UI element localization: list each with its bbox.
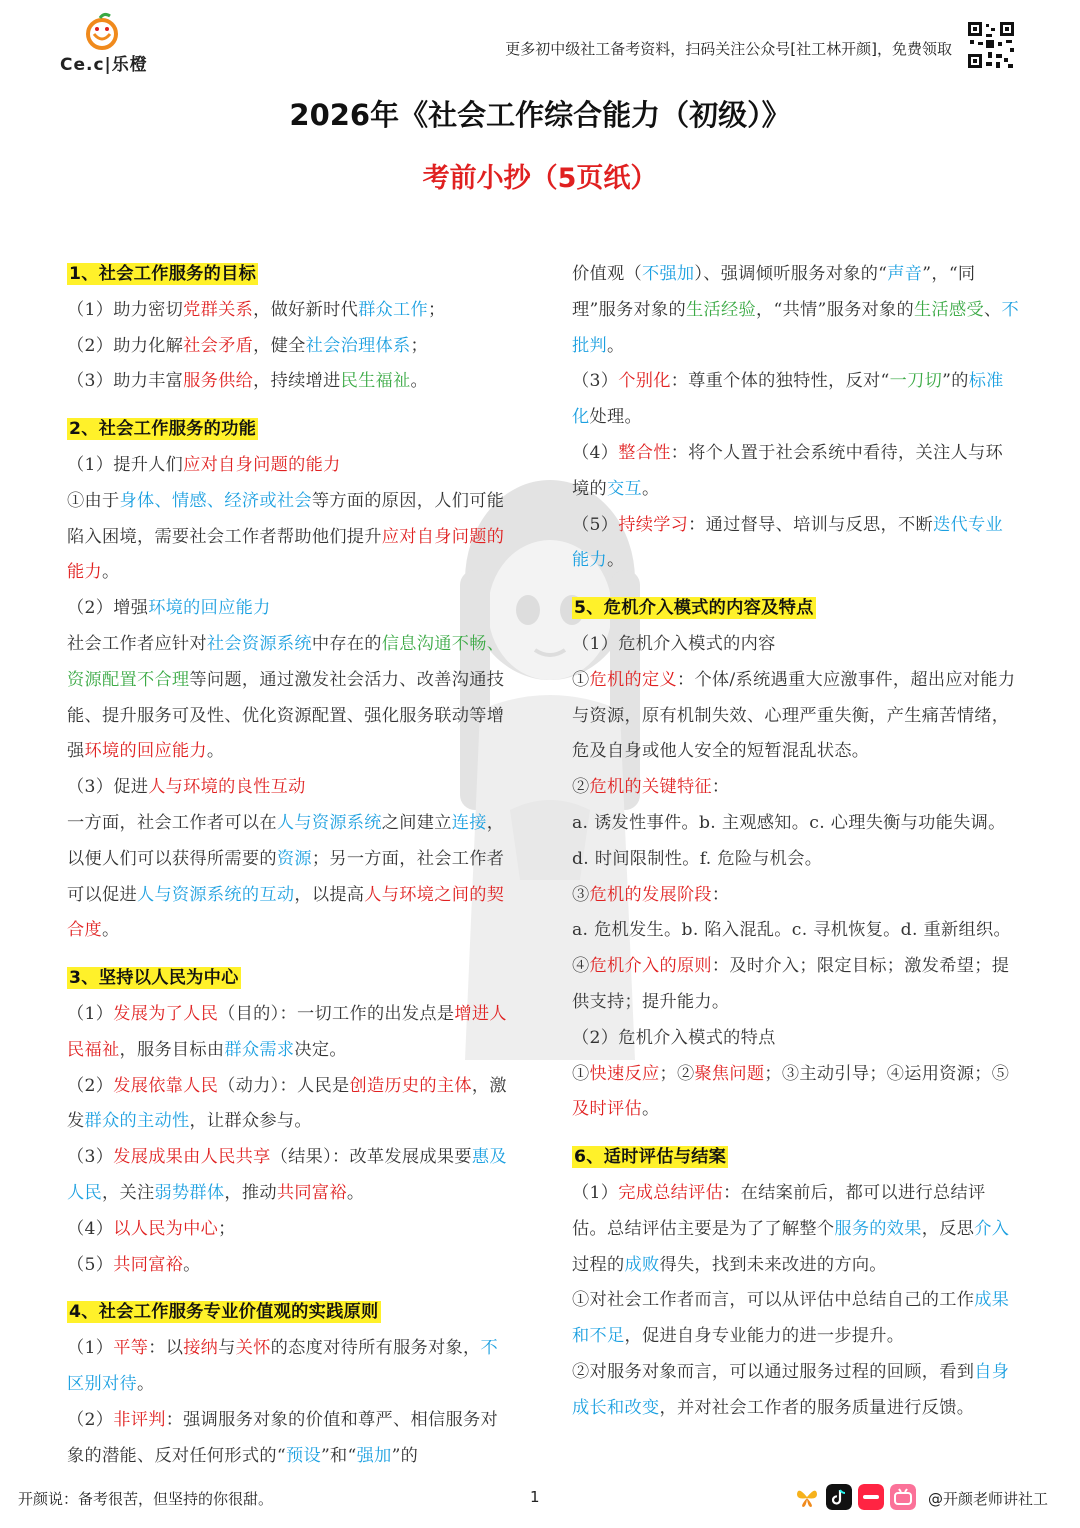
paragraph <box>572 1176 1019 1283</box>
text-run: 之间建立 <box>381 812 452 833</box>
text-run: 中存在的 <box>311 633 382 654</box>
bilibili-icon <box>890 1484 916 1510</box>
logo-text: Ce.c|乐橙 <box>60 55 148 75</box>
text-run: 。 <box>136 1373 155 1394</box>
highlight-text: 人与资源系统的互动 <box>136 884 295 905</box>
text-run: ： <box>711 884 730 905</box>
text-run: ）、强调倾听服务对象的“ <box>694 264 888 284</box>
highlight-text: 聚焦问题 <box>694 1063 765 1084</box>
highlight-text: 整合性 <box>618 442 671 463</box>
paragraph <box>67 1212 514 1248</box>
section-heading <box>67 257 514 293</box>
paragraph <box>67 364 514 400</box>
text-run: （1）危机介入模式的内容 <box>572 633 776 654</box>
text-run: （1）助力密切 <box>67 299 184 320</box>
highlight-text: 危机的定义 <box>589 669 677 690</box>
highlight-text: 服务的效果 <box>834 1218 922 1239</box>
page-title: 2026年《社会工作综合能力（初级）》 <box>289 98 791 132</box>
paragraph <box>67 997 514 1069</box>
paragraph <box>67 448 514 484</box>
text-run: 。 <box>101 562 120 583</box>
text-run: ：将个人置于社会系统中看待，关注人与环境的 <box>572 442 1003 499</box>
qr-code-icon <box>966 20 1016 70</box>
paragraph <box>572 1355 1019 1427</box>
highlight-text: 人与资源系统 <box>276 812 382 833</box>
text-run: ：在结案前后，都可以进行总结评估。总结评估主要是为了了解整个 <box>572 1182 986 1239</box>
paragraph <box>67 1403 514 1475</box>
highlight-text: 社会资源系统 <box>206 633 312 654</box>
highlight-text: 预设 <box>285 1445 321 1466</box>
paragraph <box>572 1021 1019 1057</box>
highlight-text: 环境的回应能力 <box>148 598 271 619</box>
section-gap <box>572 579 1019 591</box>
text-run: ；② <box>659 1063 695 1084</box>
text-run: （目的）：一切工作的出发点是 <box>218 1003 455 1024</box>
highlight-text: 连接 <box>451 812 487 833</box>
text-run: ② <box>572 777 590 798</box>
heading-text: 1、社会工作服务的目标 <box>69 264 257 284</box>
text-run: 价值观（ <box>572 264 642 284</box>
highlight-text: 服务供给 <box>183 371 254 392</box>
heading-text: 3、坚持以人民为中心 <box>69 968 239 989</box>
text-run: （结果）：改革发展成果要 <box>270 1147 472 1168</box>
highlight-text: 危机的发展阶段 <box>589 884 712 905</box>
highlight-text: 以人民为中心 <box>113 1218 219 1239</box>
text-run: （3）助力丰富 <box>67 371 184 392</box>
text-run: 一方面，社会工作者可以在 <box>67 812 277 833</box>
butterfly-icon <box>794 1484 820 1510</box>
highlight-text: 自身成长和改变 <box>572 1361 1010 1418</box>
text-run: （3） <box>572 371 619 392</box>
highlight-text: 身体、情感、经济或社会 <box>119 490 312 511</box>
text-run: （1）提升人们 <box>67 454 184 475</box>
text-run: 决定。 <box>294 1039 347 1060</box>
highlight-text: 生活经验 <box>686 299 756 320</box>
text-run: 。 <box>183 1254 201 1275</box>
highlight-text: 完成总结评估 <box>618 1182 724 1203</box>
text-run: 与 <box>218 1338 236 1359</box>
highlight-text: 生活感受 <box>914 299 984 320</box>
paragraph <box>572 627 1019 663</box>
left-column <box>67 257 514 1474</box>
text-run: ，以提高 <box>294 884 365 905</box>
text-run: ①对社会工作者而言，可以从评估中总结自己的工作 <box>572 1290 975 1311</box>
highlight-text: 迭代专业能力 <box>572 514 1003 571</box>
text-run: （4） <box>67 1218 114 1239</box>
right-column <box>572 257 1019 1427</box>
page-subtitle: 考前小抄（5页纸） <box>422 163 658 194</box>
text-run: ； <box>428 299 446 320</box>
text-run: 等方面的原因，人们可能陷入困境，需要社会工作者帮助他们提升 <box>67 490 505 547</box>
section-heading <box>67 961 514 997</box>
highlight-text: 持续学习 <box>618 514 689 535</box>
text-run: 。 <box>101 920 120 941</box>
highlight-text: 人与环境之间的契合度 <box>67 884 505 941</box>
text-run: ：个体/系统遇重大应激事件，超出应对能力与资源，原有机制失效、心理严重失衡，产生痛苦情绪，危及自身或他人安全的短暂混乱状态。 <box>572 669 1016 762</box>
highlight-text: 一刀切 <box>889 371 943 392</box>
text-run: ②对服务对象而言，可以通过服务过程的回顾，看到 <box>572 1361 975 1382</box>
paragraph <box>67 627 514 770</box>
highlight-text: 弱势群体 <box>154 1182 225 1203</box>
paragraph <box>67 770 514 806</box>
text-run: （1） <box>67 1003 114 1024</box>
text-run: 。 <box>606 335 625 356</box>
text-run: ① <box>572 669 590 690</box>
highlight-text: 增进人民福祉 <box>67 1003 507 1060</box>
text-run: 。 <box>606 550 625 571</box>
highlight-text: 介入 <box>974 1218 1010 1239</box>
heading-text: 6、适时评估与结案 <box>574 1147 727 1168</box>
text-run: 。 <box>410 371 429 392</box>
highlight-text: 社会治理体系 <box>305 335 411 356</box>
text-run: 。 <box>346 1182 365 1203</box>
highlight-text: 资源 <box>276 848 312 869</box>
text-run: ：尊重个体的独特性，反对“ <box>670 371 890 392</box>
text-run: ；③主动引导；④运用资源；⑤ <box>764 1063 1010 1084</box>
paragraph <box>67 591 514 627</box>
text-run: （2）增强 <box>67 598 149 619</box>
section-gap <box>67 1283 514 1295</box>
text-run: （动力）：人民是 <box>218 1075 350 1096</box>
footer-quote: 开颜说：备考很苦，但坚持的你很甜。 <box>18 1490 274 1508</box>
text-run: ”和“ <box>320 1445 357 1466</box>
section-heading <box>67 412 514 448</box>
highlight-text: 不强加 <box>641 264 695 284</box>
highlight-text: 创造历史的主体 <box>349 1075 472 1096</box>
text-run: ，激发 <box>67 1075 507 1132</box>
text-run: ”的 <box>391 1445 419 1466</box>
highlight-text: 社会矛盾 <box>183 335 254 356</box>
text-run: ： <box>711 777 730 798</box>
text-run: ”，“同理”服务对象的 <box>572 264 976 320</box>
highlight-text: 党群关系 <box>183 299 254 320</box>
text-run: （1） <box>572 1182 619 1203</box>
text-run: ”的 <box>942 371 969 392</box>
xiaohongshu-icon <box>858 1484 884 1510</box>
highlight-text: 危机介入的原则 <box>589 956 712 977</box>
text-run: ，促进自身专业能力的进一步提升。 <box>624 1326 905 1347</box>
text-run: 。 <box>641 478 660 499</box>
footer-handle: @开颜老师讲社工 <box>928 1490 1049 1508</box>
text-run: ，服务目标由 <box>119 1039 225 1060</box>
highlight-text: 应对自身问题的能力 <box>183 454 341 475</box>
text-run: ：通过督导、培训与反思，不断 <box>688 514 933 535</box>
highlight-text: 不区别对待 <box>67 1338 499 1394</box>
text-run: （2） <box>67 1409 114 1430</box>
highlight-text: 发展依靠人民 <box>113 1075 219 1096</box>
text-run: （2） <box>67 1075 114 1096</box>
highlight-text: 关怀 <box>235 1338 271 1359</box>
highlight-text: 非评判 <box>113 1409 166 1430</box>
text-run: （2）助力化解 <box>67 335 184 356</box>
section-gap <box>572 1128 1019 1140</box>
tiktok-icon <box>826 1484 852 1510</box>
highlight-text: 应对自身问题的能力 <box>67 526 505 583</box>
text-run: ，关注 <box>101 1182 155 1203</box>
paragraph <box>572 1283 1019 1355</box>
text-run: ③ <box>572 884 590 905</box>
text-run: ，持续增进 <box>253 371 341 392</box>
text-run: （1） <box>67 1338 114 1359</box>
text-run: ：及时介入；限定目标；激发希望；提供支持；提升能力。 <box>572 956 1010 1012</box>
text-run: ，并对社会工作者的服务质量进行反馈。 <box>659 1397 975 1418</box>
highlight-text: 发展为了人民 <box>113 1003 219 1024</box>
highlight-text: 平等 <box>113 1338 149 1359</box>
paragraph <box>572 508 1019 580</box>
section-heading <box>67 1295 514 1331</box>
highlight-text: 交互 <box>606 478 642 499</box>
highlight-text: 成果和不足 <box>572 1290 1010 1347</box>
heading-text: 4、社会工作服务专业价值观的实践原则 <box>69 1302 379 1323</box>
text-run: （5） <box>572 514 619 535</box>
text-run: ，反思 <box>921 1218 975 1239</box>
paragraph <box>67 1140 514 1212</box>
paragraph <box>572 913 1019 949</box>
highlight-text: 人与环境的良性互动 <box>148 777 306 798</box>
text-run: 。 <box>206 741 225 762</box>
text-run: 过程的 <box>572 1254 625 1275</box>
text-run: ； <box>218 1218 236 1239</box>
highlight-text: 发展成果由人民共享 <box>113 1147 271 1168</box>
text-run: ① <box>572 1063 590 1084</box>
text-run: ，让群众参与。 <box>189 1111 312 1132</box>
text-run: ④ <box>572 956 590 977</box>
header-note: 更多初中级社工备考资料，扫码关注公众号[社工林开颜]，免费领取 <box>505 40 952 58</box>
text-run: （5） <box>67 1254 114 1275</box>
highlight-text: 及时评估 <box>572 1099 642 1120</box>
text-run: ，做好新时代 <box>253 299 359 320</box>
page-header <box>0 0 1080 80</box>
highlight-text: 惠及人民 <box>67 1147 507 1203</box>
highlight-text: 声音 <box>887 264 923 284</box>
text-run: 得失，找到未来改进的方向。 <box>659 1254 887 1275</box>
paragraph <box>67 1069 514 1141</box>
highlight-text: 接纳 <box>183 1338 219 1359</box>
paragraph <box>572 806 1019 878</box>
text-run: 。 <box>641 1099 660 1120</box>
highlight-text: 共同富裕 <box>113 1254 184 1275</box>
text-run: ：以 <box>148 1338 184 1359</box>
highlight-text: 个别化 <box>618 371 671 392</box>
social-icons <box>794 1484 924 1512</box>
highlight-text: 强加 <box>356 1445 392 1466</box>
text-run: 、 <box>984 299 1002 320</box>
text-run: 社会工作者应针对 <box>67 633 207 654</box>
text-run: a. 危机发生。b. 陷入混乱。c. 寻机恢复。d. 重新组织。 <box>572 920 1011 941</box>
highlight-text: 成败 <box>624 1254 660 1275</box>
page-number: 1 <box>530 1488 540 1506</box>
highlight-text: 信息沟通不畅、资源配置不合理 <box>67 633 505 690</box>
highlight-text: 群众工作 <box>358 299 429 320</box>
paragraph <box>572 257 1019 364</box>
text-run: ①由于 <box>67 490 120 511</box>
text-run: ，以便人们可以获得所需要的 <box>67 812 505 869</box>
highlight-text: 标准化 <box>572 371 1004 428</box>
text-run: （3）促进 <box>67 777 149 798</box>
text-run: ，健全 <box>253 335 306 356</box>
section-heading <box>572 591 1019 627</box>
highlight-text: 环境的回应能力 <box>84 741 207 762</box>
text-run: 等问题，通过激发社会活力、改善沟通技能、提升服务可及性、优化资源配置、强化服务联动等增强 <box>67 669 505 762</box>
paragraph <box>572 1057 1019 1129</box>
section-gap <box>67 400 514 412</box>
text-run: ；另一方面，社会工作者可以促进 <box>67 848 505 905</box>
paragraph <box>572 770 1019 806</box>
text-run: ，“共情”服务对象的 <box>755 299 915 320</box>
paragraph <box>67 806 514 949</box>
paragraph <box>67 293 514 329</box>
heading-text: 5、危机介入模式的内容及特点 <box>574 598 814 619</box>
highlight-text: 群众需求 <box>224 1039 295 1060</box>
text-run: 的态度对待所有服务对象， <box>270 1338 481 1359</box>
heading-text: 2、社会工作服务的功能 <box>69 419 257 440</box>
highlight-text: 不批判 <box>572 299 1019 356</box>
text-run: ：强调服务对象的价值和尊严、相信服务对象的潜能、反对任何形式的“ <box>67 1409 498 1466</box>
paragraph <box>67 1248 514 1284</box>
text-run: （2）危机介入模式的特点 <box>572 1027 776 1048</box>
paragraph <box>67 484 514 591</box>
text-run: a. 诱发性事件。b. 主观感知。c. 心理失衡与功能失调。d. 时间限制性。f. 危险与机会。 <box>572 812 1006 869</box>
section-heading <box>572 1140 1019 1176</box>
paragraph <box>572 663 1019 770</box>
text-run: ； <box>410 335 429 356</box>
text-run: ，推动 <box>224 1182 277 1203</box>
paragraph <box>572 364 1019 436</box>
highlight-text: 快速反应 <box>589 1063 660 1084</box>
text-run: 处理。 <box>589 407 642 428</box>
paragraph <box>67 329 514 365</box>
text-run: （3） <box>67 1147 114 1168</box>
text-run: （4） <box>572 442 619 463</box>
paragraph <box>572 949 1019 1021</box>
paragraph <box>572 436 1019 508</box>
highlight-text: 民生福祉 <box>340 371 411 392</box>
paragraph <box>572 878 1019 914</box>
highlight-text: 共同富裕 <box>276 1182 347 1203</box>
highlight-text: 危机的关键特征 <box>589 777 712 798</box>
section-gap <box>67 949 514 961</box>
highlight-text: 群众的主动性 <box>84 1111 190 1132</box>
paragraph <box>67 1331 514 1403</box>
